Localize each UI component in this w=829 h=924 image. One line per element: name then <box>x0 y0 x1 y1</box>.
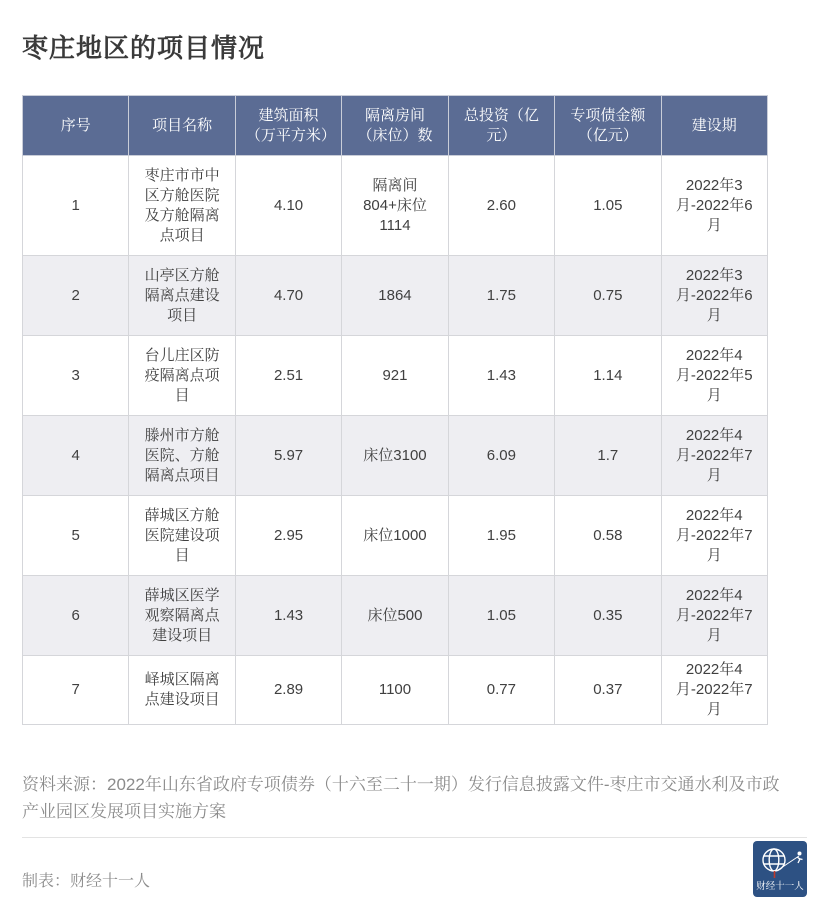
cell-period: 2022年4月-2022年7月 <box>661 496 767 576</box>
cell-investment: 1.05 <box>448 576 554 656</box>
col-header-name: 项目名称 <box>129 96 235 156</box>
cell-investment: 0.77 <box>448 656 554 725</box>
cell-project-name: 薛城区医学观察隔离点建设项目 <box>129 576 235 656</box>
cell-rooms: 921 <box>342 336 448 416</box>
col-header-bond: 专项债金额（亿元） <box>555 96 661 156</box>
cell-area: 4.10 <box>235 156 341 256</box>
cell-investment: 1.43 <box>448 336 554 416</box>
col-header-area: 建筑面积（万平方米） <box>235 96 341 156</box>
cell-area: 2.51 <box>235 336 341 416</box>
cell-rooms: 隔离间804+床位1114 <box>342 156 448 256</box>
table-row <box>23 576 768 656</box>
cell-investment: 6.09 <box>448 416 554 496</box>
cell-seq: 2 <box>23 256 129 336</box>
cell-period: 2022年4月-2022年5月 <box>661 336 767 416</box>
cell-investment: 1.95 <box>448 496 554 576</box>
cell-bond: 1.14 <box>555 336 661 416</box>
cell-bond: 0.75 <box>555 256 661 336</box>
cell-project-name: 台儿庄区防疫隔离点项目 <box>129 336 235 416</box>
cell-project-name: 枣庄市市中区方舱医院及方舱隔离点项目 <box>129 156 235 256</box>
cell-seq: 1 <box>23 156 129 256</box>
table-row <box>23 656 768 725</box>
cell-rooms: 1864 <box>342 256 448 336</box>
cell-rooms: 床位1000 <box>342 496 448 576</box>
cell-bond: 0.35 <box>555 576 661 656</box>
cell-period: 2022年3月-2022年6月 <box>661 256 767 336</box>
cell-rooms: 1100 <box>342 656 448 725</box>
cell-area: 4.70 <box>235 256 341 336</box>
caijing-eleven-logo <box>753 841 807 897</box>
col-header-investment: 总投资（亿元） <box>448 96 554 156</box>
cell-period: 2022年4月-2022年7月 <box>661 656 767 725</box>
col-header-seq: 序号 <box>23 96 129 156</box>
cell-seq: 3 <box>23 336 129 416</box>
cell-bond: 0.37 <box>555 656 661 725</box>
page-title: 枣庄地区的项目情况 <box>22 33 266 63</box>
cell-seq: 6 <box>23 576 129 656</box>
source-note: 资料来源：2022年山东省政府专项债券（十六至二十一期）发行信息披露文件-枣庄市交通水利及市政产业园区发展项目实施方案 <box>22 775 780 821</box>
table-row <box>23 416 768 496</box>
table-header <box>23 96 768 156</box>
cell-area: 2.89 <box>235 656 341 725</box>
cell-period: 2022年4月-2022年7月 <box>661 416 767 496</box>
table-row <box>23 256 768 336</box>
cell-bond: 0.58 <box>555 496 661 576</box>
cell-rooms: 床位500 <box>342 576 448 656</box>
table-row <box>23 336 768 416</box>
cell-seq: 4 <box>23 416 129 496</box>
cell-bond: 1.05 <box>555 156 661 256</box>
cell-area: 2.95 <box>235 496 341 576</box>
col-header-period: 建设期 <box>661 96 767 156</box>
cell-bond: 1.7 <box>555 416 661 496</box>
cell-seq: 5 <box>23 496 129 576</box>
cell-seq: 7 <box>23 656 129 725</box>
table-body <box>23 156 768 725</box>
header-row <box>23 96 768 156</box>
cell-project-name: 峄城区隔离点建设项目 <box>129 656 235 725</box>
cell-period: 2022年3月-2022年6月 <box>661 156 767 256</box>
credit-line: 制表：财经十一人 <box>22 873 151 890</box>
cell-project-name: 薛城区方舱医院建设项目 <box>129 496 235 576</box>
cell-area: 5.97 <box>235 416 341 496</box>
cell-rooms: 床位3100 <box>342 416 448 496</box>
cell-project-name: 山亭区方舱隔离点建设项目 <box>129 256 235 336</box>
cell-investment: 2.60 <box>448 156 554 256</box>
cell-area: 1.43 <box>235 576 341 656</box>
logo-text: 财经十一人 <box>756 881 804 892</box>
table-row <box>23 496 768 576</box>
cell-project-name: 滕州市方舱医院、方舱隔离点项目 <box>129 416 235 496</box>
project-table <box>22 95 768 725</box>
cell-period: 2022年4月-2022年7月 <box>661 576 767 656</box>
divider-line <box>22 837 807 838</box>
col-header-rooms: 隔离房间（床位）数 <box>342 96 448 156</box>
table-row <box>23 156 768 256</box>
cell-investment: 1.75 <box>448 256 554 336</box>
